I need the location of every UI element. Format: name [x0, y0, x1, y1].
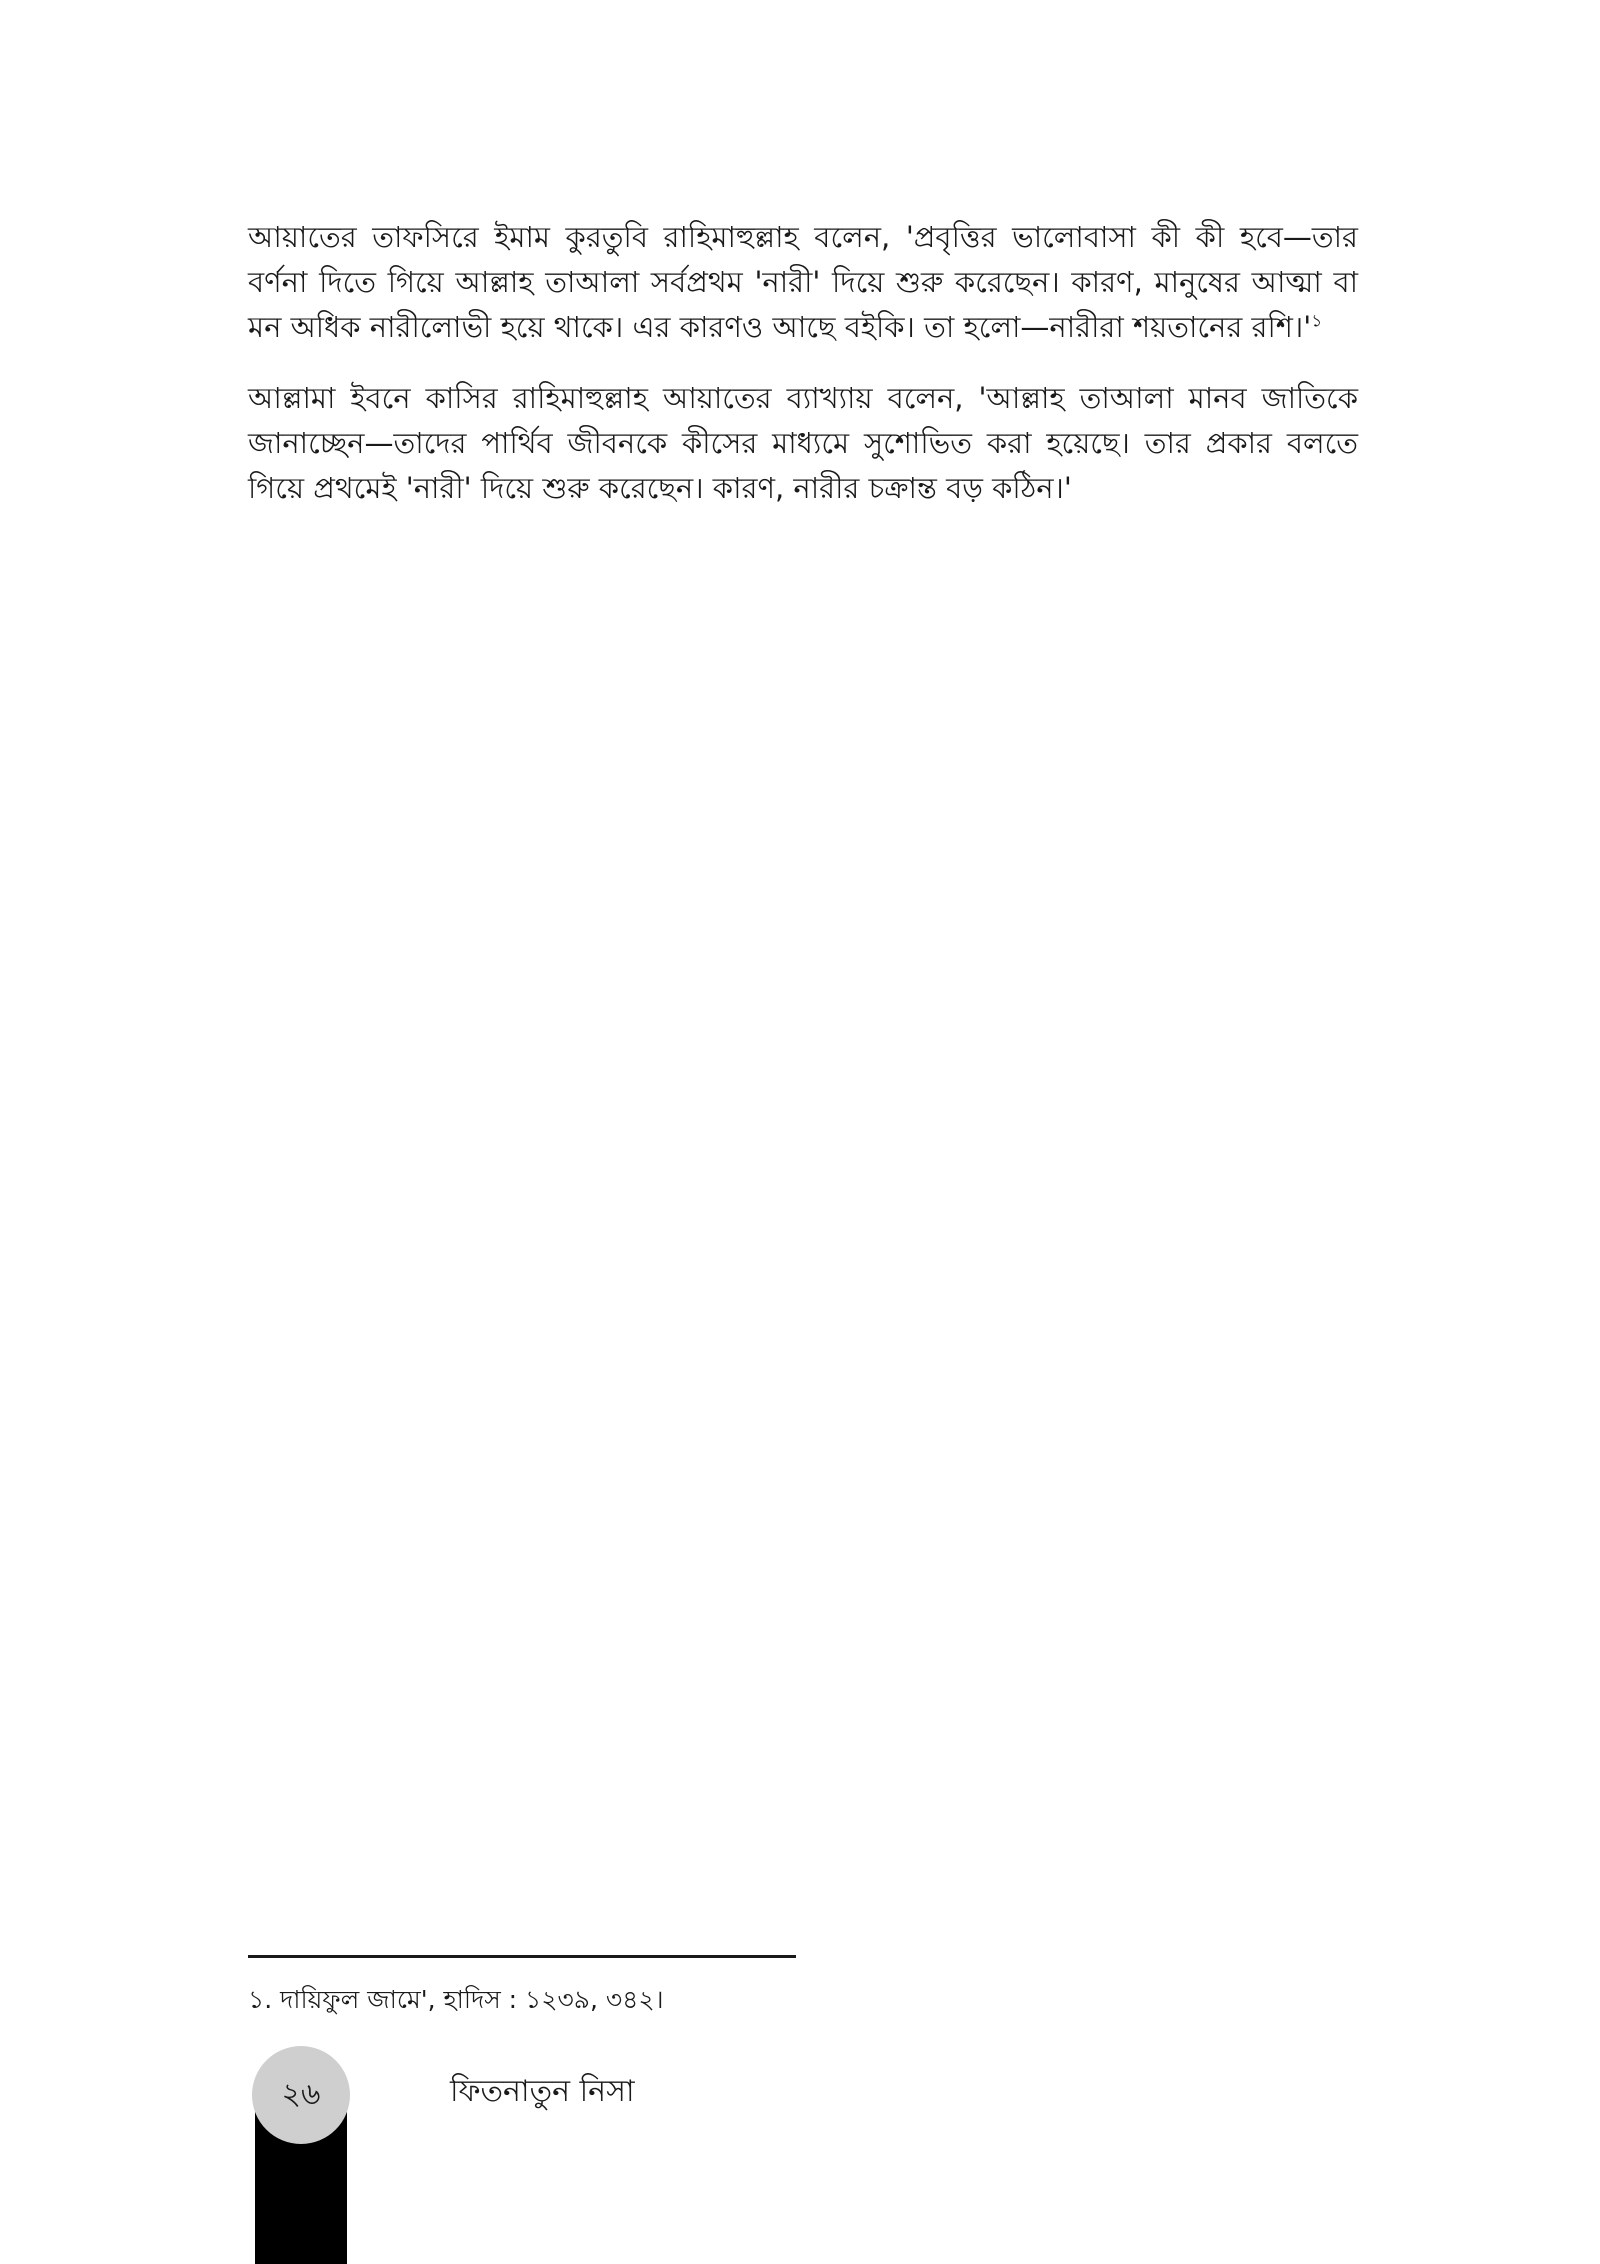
- footnote-reference[interactable]: ১: [1311, 311, 1323, 332]
- running-book-title: ফিতনাতুন নিসা: [450, 2074, 635, 2109]
- main-text: [248, 215, 1358, 537]
- paragraph-qurtubi: [248, 215, 1358, 350]
- paragraph-text: আয়াতের তাফসিরে ইমাম কুরতুবি রাহিমাহুল্লাহ বলেন, 'প্রবৃত্তির ভালোবাসা কী কী হবে—তার বর্ণনা দিতে গিয়ে আল্লাহ তাআলা সর্বপ্রথম 'নারী' দিয়ে শুরু করেছেন। কারণ, মানুষের আত্মা বা মন অধিক নারীলোভী হয়ে থাকে। এর কারণও আছে বইকি। তা হলো—নারীরা শয়তানের রশি।': [248, 220, 1358, 344]
- page-number: ২৬: [281, 2076, 321, 2112]
- paragraph-text: আল্লামা ইবনে কাসির রাহিমাহুল্লাহ আয়াতের ব্যাখ্যায় বলেন, 'আল্লাহ তাআলা মানব জাতিকে জানাচ্ছেন—তাদের পার্থিব জীবনকে কীসের মাধ্যমে সুশোভিত করা হয়েছে। তার প্রকার বলতে গিয়ে প্রথমেই 'নারী' দিয়ে শুরু করেছেন। কারণ, নারীর চক্রান্ত বড় কঠিন।': [248, 381, 1358, 505]
- footnote-divider: [248, 1955, 796, 1958]
- footnote: ১. দায়িফুল জামে', হাদিস : ১২৩৯, ৩৪২।: [248, 1985, 664, 2014]
- page-number-badge: [252, 2046, 350, 2144]
- paragraph-ibn-kathir: [248, 376, 1358, 511]
